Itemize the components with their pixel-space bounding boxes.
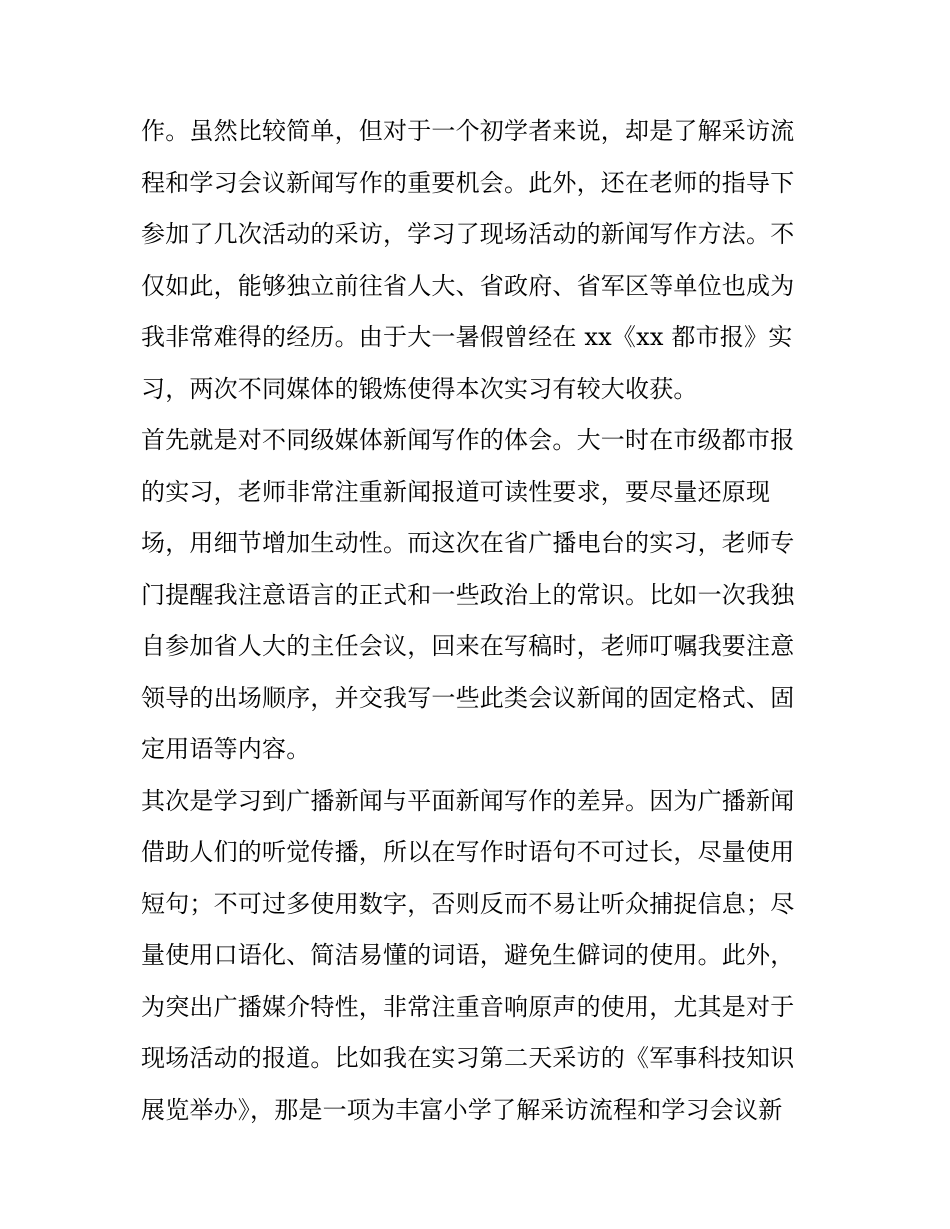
text-line-10: 门提醒我注意语言的正式和一些政治上的常识。比如一次我独 <box>141 580 795 609</box>
text-line-2: 程和学习会议新闻写作的重要机会。此外，还在老师的指导下 <box>141 168 795 197</box>
text-line-3: 参加了几次活动的采访，学习了现场活动的新闻写作方法。不 <box>141 220 795 248</box>
text-line-16: 短句；不可过多使用数字，否则反而不易让听众捕捉信息；尽 <box>141 889 795 918</box>
document-body <box>141 106 821 1136</box>
text-line-14: 其次是学习到广播新闻与平面新闻写作的差异。因为广播新闻 <box>141 786 795 815</box>
text-line-6: 习，两次不同媒体的锻炼使得本次实习有较大收获。 <box>141 374 698 403</box>
text-line-18: 为突出广播媒介特性，非常注重音响原声的使用，尤其是对于 <box>141 992 795 1021</box>
text-line-17: 量使用口语化、简洁易懂的词语，避免生僻词的使用。此外， <box>141 941 795 969</box>
text-line-11: 自参加省人大的主任会议，回来在写稿时，老师叮嘱我要注意 <box>141 632 795 660</box>
text-line-7: 首先就是对不同级媒体新闻写作的体会。大一时在市级都市报 <box>141 426 795 454</box>
text-line-20: 展览举办》，那是一项为丰富小学了解采访流程和学习会议新 <box>141 1095 783 1124</box>
text-line-1: 作。虽然比较简单，但对于一个初学者来说，却是了解采访流 <box>141 117 795 145</box>
text-line-13: 定用语等内容。 <box>141 735 311 763</box>
text-line-19: 现场活动的报道。比如我在实习第二天采访的《军事科技知识 <box>141 1044 795 1072</box>
text-line-12: 领导的出场顺序，并交我写一些此类会议新闻的固定格式、固 <box>141 683 795 712</box>
text-line-5: 我非常难得的经历。由于大一暑假曾经在 xx《xx 都市报》实 <box>141 323 793 351</box>
text-line-4: 仅如此，能够独立前往省人大、省政府、省军区等单位也成为 <box>141 271 795 300</box>
text-line-15: 借助人们的听觉传播，所以在写作时语句不可过长，尽量使用 <box>141 838 795 866</box>
text-line-9: 场，用细节增加生动性。而这次在省广播电台的实习，老师专 <box>141 529 795 557</box>
text-line-8: 的实习，老师非常注重新闻报道可读性要求，要尽量还原现 <box>141 477 771 506</box>
